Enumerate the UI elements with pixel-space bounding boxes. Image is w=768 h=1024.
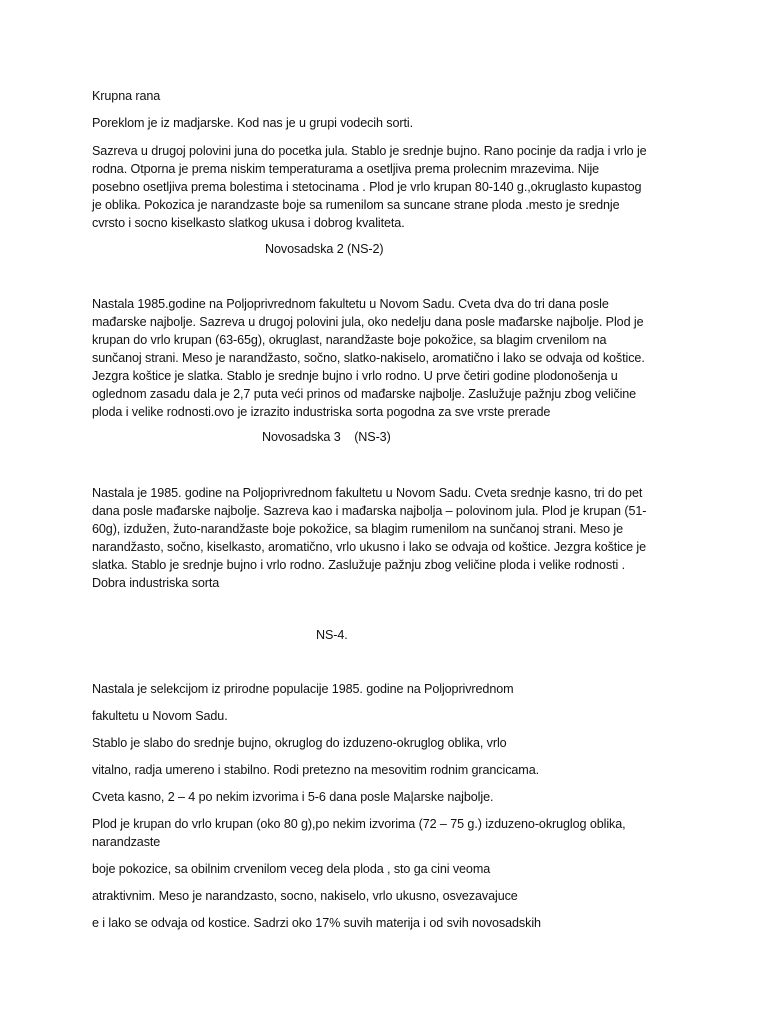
paragraph-line: je oblika. Pokozica je narandzaste boje sa rumenilom sa suncane strane ploda .mesto je srednje [92, 198, 620, 212]
section-title-krupna-rana: Krupna rana [92, 89, 161, 103]
paragraph-line: rodna. Otporna je prema niskim temperaturama a osetljiva prema prolecnim mrazevima. Nije [92, 162, 600, 176]
paragraph-line: dana posle mađarske najbolje. Sazreva kao i mađarska najbolja – polovinom jula. Plod je krupan (51- [92, 504, 647, 518]
heading-ns2: Novosadska 2 (NS-2) [265, 242, 384, 256]
paragraph-line: Dobra industriska sorta [92, 576, 220, 590]
paragraph-line: oglednom zasadu dala je 2,7 puta veći prinos od mađarske najbolje. Zaslužuje pažnju zbog veličine [92, 387, 637, 401]
paragraph-ns3 [92, 484, 682, 592]
paragraph-line: posebno osetljiva prema bolestima i stetocinama . Plod je vrlo krupan 80-140 g.,okruglasto kupastog [92, 180, 642, 194]
origin-text: Poreklom je iz madjarske. Kod nas je u grupi vodecih sorti. [92, 116, 413, 130]
ns4-line: vitalno, radja umereno i stabilno. Rodi pretezno na mesovitim rodnim grancicama. [92, 763, 539, 777]
paragraph-line: slatka. Stablo je srednje bujno i vrlo rodno. Zaslužuje pažnju zbog veličine ploda i velike rodnosti . [92, 558, 626, 572]
paragraph-line: cvrsto i socno kiselkasto slatkog ukusa i dobrog kvaliteta. [92, 216, 405, 230]
ns4-line: atraktivnim. Meso je narandzasto, socno, nakiselo, vrlo ukusno, osvezavajuce [92, 889, 518, 903]
paragraph-krupna-rana [92, 142, 682, 232]
paragraph-line: Jezgra koštice je slatka. Stablo je srednje bujno i vrlo rodno. U prve četiri godine plodonošenja u [92, 369, 618, 383]
ns4-line: Cveta kasno, 2 – 4 po nekim izvorima i 5-6 dana posle Ma|arske najbolje. [92, 790, 494, 804]
ns4-line: Plod je krupan do vrlo krupan (oko 80 g),po nekim izvorima (72 – 75 g.) izduzeno-okruglog oblika, [92, 817, 626, 831]
ns4-line: Stablo je slabo do srednje bujno, okruglog do izduzeno-okruglog oblika, vrlo [92, 736, 507, 750]
paragraph-line: Nastala 1985.godine na Poljoprivrednom fakultetu u Novom Sadu. Cveta dva do tri dana posle [92, 297, 609, 311]
ns4-line: e i lako se odvaja od kostice. Sadrzi oko 17% suvih materija i od svih novosadskih [92, 916, 541, 930]
ns4-line: Nastala je selekcijom iz prirodne populacije 1985. godine na Poljoprivrednom [92, 682, 514, 696]
ns4-line: narandzaste [92, 835, 161, 849]
paragraph-line: mađarske najbolje. Sazreva u drugoj polovini jula, oko nedelju dana posle mađarske najbolje. Plod je [92, 315, 644, 329]
ns4-line: boje pokozice, sa obilnim crvenilom veceg dela ploda , sto ga cini veoma [92, 862, 491, 876]
paragraph-line: Nastala je 1985. godine na Poljoprivrednom fakultetu u Novom Sadu. Cveta srednje kasno, tri do pet [92, 486, 643, 500]
paragraph-line: sunčanoj strani. Meso je narandžasto, sočno, slatko-nakiselo, aromatično i lako se odvaja od koštice. [92, 351, 645, 365]
paragraph-line: krupan do vrlo krupan (63-65g), okruglast, narandžaste boje pokožice, sa blagim crvenilom na [92, 333, 607, 347]
heading-ns3: Novosadska 3 (NS-3) [262, 430, 391, 444]
paragraph-line: narandžasto, sočno, kiselkasto, aromatično, vrlo ukusno i lako se odvaja od koštice. Jezgra koštice je [92, 540, 647, 554]
heading-ns4: NS-4. [316, 628, 348, 642]
paragraph-line: Sazreva u drugoj polovini juna do pocetka jula. Stablo je srednje bujno. Rano pocinje da radja i vrlo je [92, 144, 647, 158]
ns4-line: fakultetu u Novom Sadu. [92, 709, 228, 723]
paragraph-line: ploda i velike rodnosti.ovo je izrazito industriska sorta pogodna za sve vrste prerade [92, 405, 551, 419]
paragraph-line: 60g), izdužen, žuto-narandžaste boje pokožice, sa blagim rumenilom na sunčanoj strani. Meso je [92, 522, 624, 536]
paragraph-ns2 [92, 295, 682, 421]
